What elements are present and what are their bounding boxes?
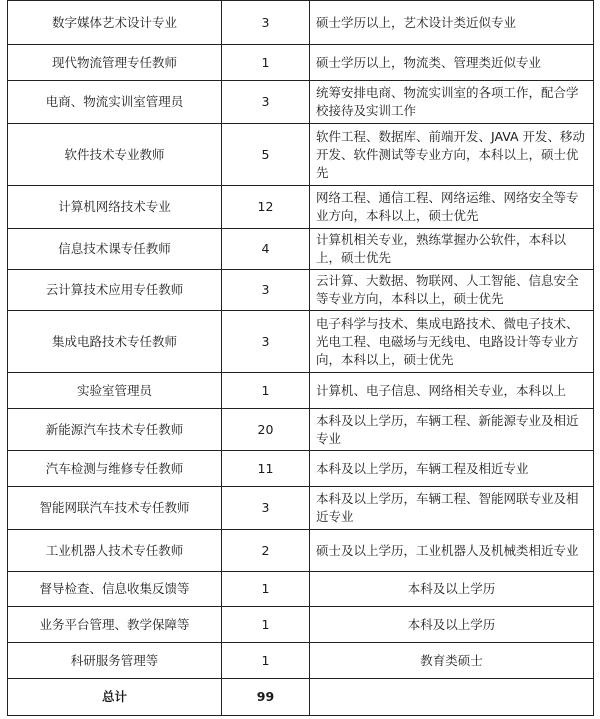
recruitment-table: [7, 0, 594, 716]
count-cell: 3: [222, 81, 310, 124]
table-row: [8, 643, 594, 679]
total-label: 总计: [8, 679, 222, 716]
table-row: [8, 81, 594, 124]
requirement-cell: 软件工程、数据库、前端开发、JAVA 开发、移动开发、软件测试等专业方向，本科以上，硕士优先: [310, 124, 594, 186]
position-cell: 数字媒体艺术设计专业: [8, 1, 222, 45]
count-cell: 1: [222, 373, 310, 409]
position-cell: 实验室管理员: [8, 373, 222, 409]
position-cell: 智能网联汽车技术专任教师: [8, 487, 222, 530]
recruitment-table-body: [8, 1, 594, 716]
position-cell: 科研服务管理等: [8, 643, 222, 679]
position-cell: 集成电路技术专任教师: [8, 311, 222, 373]
table-row: [8, 530, 594, 572]
count-cell: 4: [222, 229, 310, 270]
total-count: 99: [222, 679, 310, 716]
requirement-cell: 云计算、大数据、物联网、人工智能、信息安全等专业方向，本科以上，硕士优先: [310, 270, 594, 311]
position-cell: 新能源汽车技术专任教师: [8, 409, 222, 451]
position-cell: 信息技术课专任教师: [8, 229, 222, 270]
position-cell: 工业机器人技术专任教师: [8, 530, 222, 572]
count-cell: 3: [222, 311, 310, 373]
position-cell: 业务平台管理、教学保障等: [8, 607, 222, 643]
requirement-cell: 硕士学历以上，艺术设计类近似专业: [310, 1, 594, 45]
requirement-cell: 硕士及以上学历，工业机器人及机械类相近专业: [310, 530, 594, 572]
position-cell: 云计算技术应用专任教师: [8, 270, 222, 311]
requirement-cell: 计算机相关专业，熟练掌握办公软件，本科以上，硕士优先: [310, 229, 594, 270]
table-row: [8, 1, 594, 45]
count-cell: 1: [222, 607, 310, 643]
count-cell: 20: [222, 409, 310, 451]
position-cell: 督导检查、信息收集反馈等: [8, 572, 222, 607]
position-cell: 汽车检测与维修专任教师: [8, 451, 222, 487]
count-cell: 12: [222, 186, 310, 229]
count-cell: 1: [222, 643, 310, 679]
count-cell: 3: [222, 270, 310, 311]
requirement-cell: 硕士学历以上，物流类、管理类近似专业: [310, 45, 594, 81]
requirement-cell: 本科及以上学历: [310, 607, 594, 643]
requirement-cell: 教育类硕士: [310, 643, 594, 679]
table-row: [8, 270, 594, 311]
count-cell: 5: [222, 124, 310, 186]
recruitment-table-sheet: [7, 0, 593, 716]
count-cell: 11: [222, 451, 310, 487]
count-cell: 3: [222, 487, 310, 530]
requirement-cell: 统筹安排电商、物流实训室的各项工作，配合学校接待及实训工作: [310, 81, 594, 124]
table-row: [8, 186, 594, 229]
table-row: [8, 451, 594, 487]
count-cell: 3: [222, 1, 310, 45]
requirement-cell: 网络工程、通信工程、网络运维、网络安全等专业方向，本科以上，硕士优先: [310, 186, 594, 229]
table-row: [8, 124, 594, 186]
requirement-cell: 本科及以上学历，车辆工程及相近专业: [310, 451, 594, 487]
total-row: [8, 679, 594, 716]
position-cell: 现代物流管理专任教师: [8, 45, 222, 81]
table-row: [8, 45, 594, 81]
requirement-cell: 本科及以上学历: [310, 572, 594, 607]
position-cell: 电商、物流实训室管理员: [8, 81, 222, 124]
position-cell: 软件技术专业教师: [8, 124, 222, 186]
count-cell: 2: [222, 530, 310, 572]
table-row: [8, 572, 594, 607]
count-cell: 1: [222, 572, 310, 607]
table-row: [8, 311, 594, 373]
count-cell: 1: [222, 45, 310, 81]
total-requirement-cell: [310, 679, 594, 716]
requirement-cell: 电子科学与技术、集成电路技术、微电子技术、光电工程、电磁场与无线电、电路设计等专业方向，本科以上，硕士优先: [310, 311, 594, 373]
requirement-cell: 本科及以上学历，车辆工程、新能源专业及相近专业: [310, 409, 594, 451]
requirement-cell: 计算机、电子信息、网络相关专业，本科以上: [310, 373, 594, 409]
requirement-cell: 本科及以上学历，车辆工程、智能网联专业及相近专业: [310, 487, 594, 530]
position-cell: 计算机网络技术专业: [8, 186, 222, 229]
table-row: [8, 487, 594, 530]
table-row: [8, 229, 594, 270]
table-row: [8, 607, 594, 643]
table-row: [8, 409, 594, 451]
table-row: [8, 373, 594, 409]
